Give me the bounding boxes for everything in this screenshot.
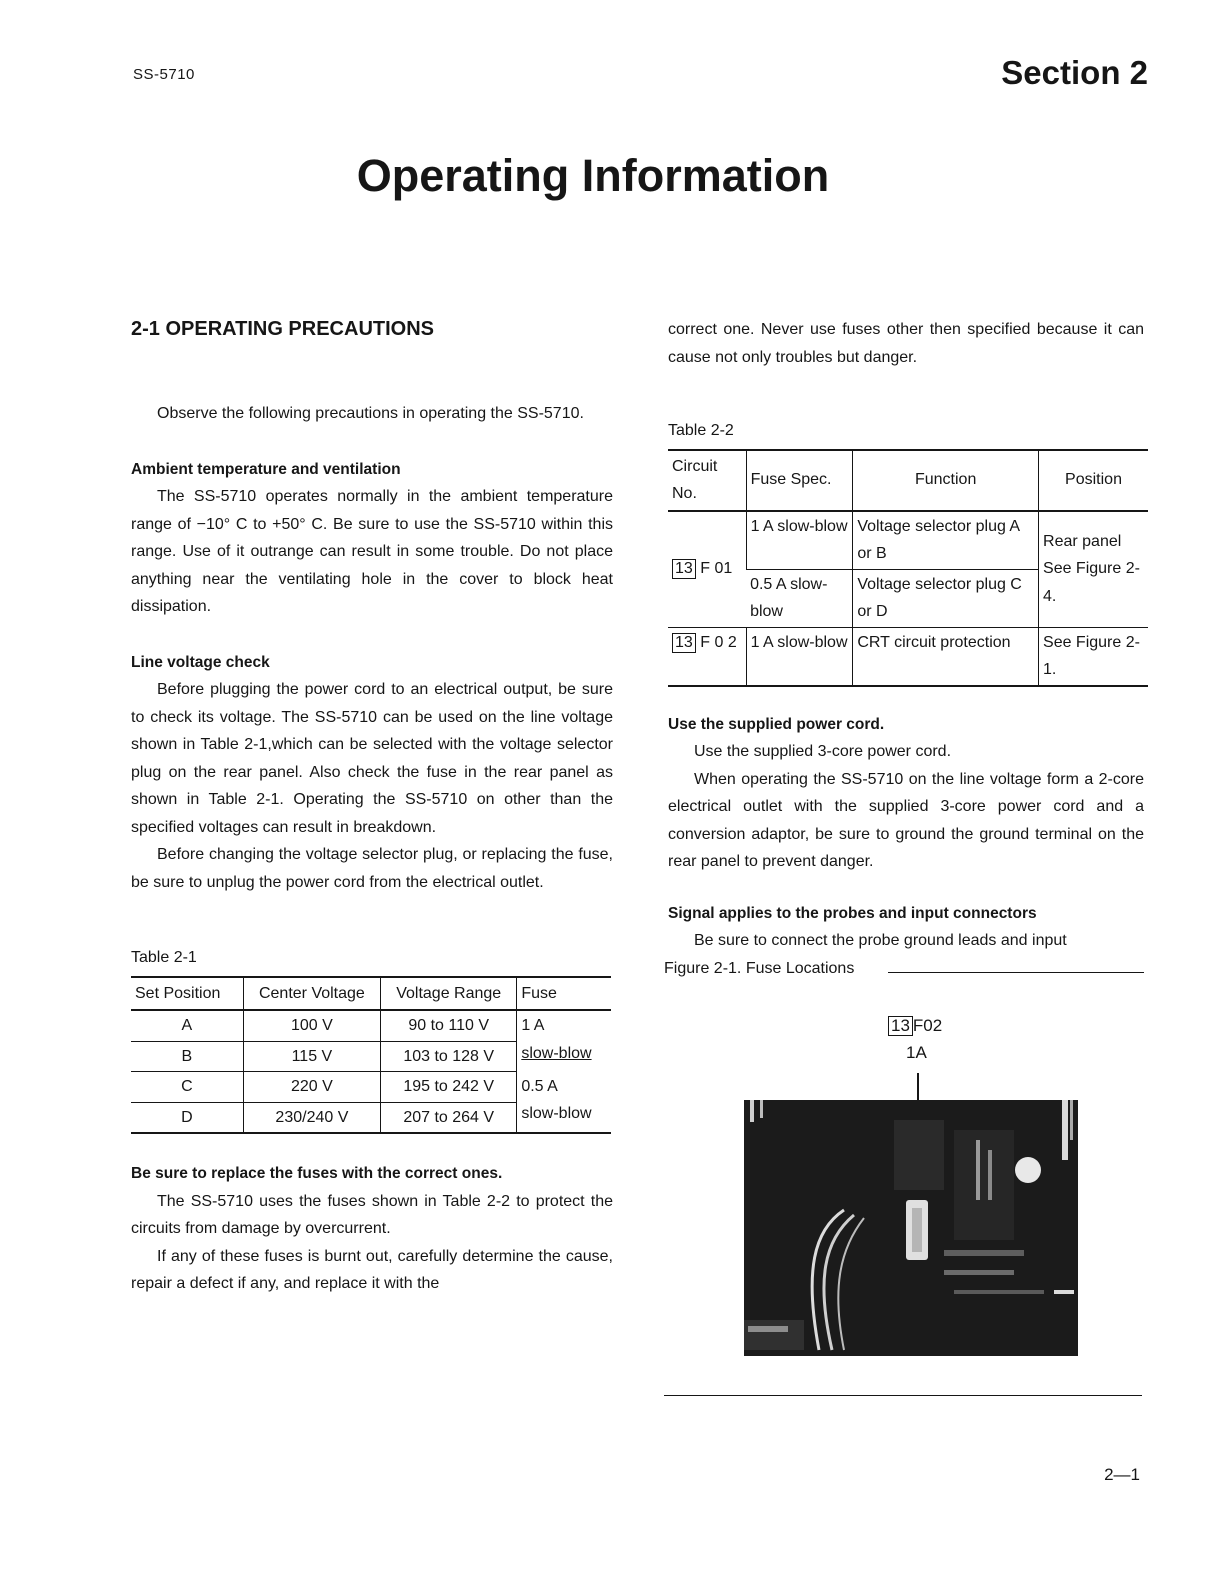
table-header: Fuse [517,977,611,1011]
position-cell [1039,511,1148,628]
table-row [131,1072,611,1103]
intro-paragraph: Observe the following precautions in operating the SS-5710. [157,405,584,422]
table-cell: Voltage selector plug C or D [853,569,1039,627]
table-header: Voltage Range [381,977,517,1011]
table-row [131,1010,611,1041]
table-cell: 115 V [243,1041,380,1072]
table-cell: D [131,1102,243,1133]
circuit-box: 13 [672,559,696,579]
figure-caption: Figure 2-1. Fuse Locations [664,960,855,977]
replace-paragraph: The SS-5710 uses the fuses shown in Table 2-2 to protect the circuits from damage by overcurrent. [131,1192,613,1237]
signal-heading: Signal applies to the probes and input connectors [668,904,1037,922]
line-voltage-paragraph: Before plugging the power cord to an electrical output, be sure to check its voltage. The SS-5710 can be used on the line voltage shown in Table 2-1,which can be selected with the voltage selector plug on the rear panel. Also check the fuse in the rear panel as shown in Table 2-1. Operating the SS-5710 on other than the specified voltages can result in breakdown. [131,681,613,836]
fuse-cell [517,1010,611,1072]
line-voltage-heading: Line voltage check [131,653,270,671]
circuit-number: F 01 [700,560,733,578]
fuse-value: 1 A [521,1017,545,1034]
table1-caption: Table 2-1 [131,949,197,966]
table-cell: 0.5 A slow-blow [746,569,853,627]
left-column [131,400,613,1298]
circuit-cell [668,627,746,686]
burnt-fuse-paragraph: If any of these fuses is burnt out, carefully determine the cause, repair a defect if any, and replace it with the [131,1247,613,1292]
circuit-number: F 0 2 [700,633,737,651]
fuse-type: slow-blow [521,1044,592,1062]
figure-fuse-label [888,1016,942,1036]
table-header: Position [1039,450,1148,511]
table-cell: 103 to 128 V [381,1041,517,1072]
table-header: Set Position [131,977,243,1011]
unplug-paragraph: Before changing the voltage selector plug, or replacing the fuse, be sure to unplug the power cord from the electrical outlet. [131,846,613,891]
right-column [668,316,1144,955]
table-header: Function [853,450,1039,511]
ambient-paragraph: The SS-5710 operates normally in the ambient temperature range of −10° C to +50° C. Be sure to use the SS-5710 within this range. Use of it outrange can result in some trouble. Do not place anything near the ventilating hole in the cover to block heat dissipation. [131,488,613,615]
table-row [668,511,1148,570]
table-cell: 100 V [243,1010,380,1041]
page-title: Operating Information [356,150,830,201]
fuse-label-text: F02 [912,1016,943,1035]
replace-heading: Be sure to replace the fuses with the correct ones. [131,1165,503,1182]
table-cell: 1 A slow-blow [746,511,853,570]
table-cell: C [131,1072,243,1103]
page-number: 2—1 [1104,1465,1140,1484]
section-title: Section 2 [1001,54,1148,91]
circuit-board-photo [744,1100,1078,1356]
table-cell: 207 to 264 V [381,1102,517,1133]
table-header: Center Voltage [243,977,380,1011]
power-cord-paragraph: Use the supplied 3-core power cord. [694,743,952,760]
ambient-heading: Ambient temperature and ventilation [131,460,401,478]
table-header: Circuit No. [668,450,746,511]
table-cell: B [131,1041,243,1072]
figure-bottom-rule [664,1395,1142,1396]
table-cell: 90 to 110 V [381,1010,517,1041]
fuse-location-photo [744,1100,1078,1356]
table-cell: 1 A slow-blow [746,627,853,686]
section-heading: 2-1 OPERATING PRECAUTIONS [131,318,434,340]
table2-caption: Table 2-2 [668,422,734,439]
table-cell: Voltage selector plug A or B [853,511,1039,570]
signal-paragraph: Be sure to connect the probe ground leads and input [694,932,1067,949]
model-number: SS-5710 [133,66,195,83]
position-text: Rear panel [1043,532,1122,550]
caption-rule [888,972,1144,973]
table-cell: CRT circuit protection [853,627,1039,686]
fuse-value: 0.5 A [521,1077,558,1095]
voltage-table [131,976,611,1135]
table-cell: 195 to 242 V [381,1072,517,1103]
position-ref: See Figure 2-4. [1043,560,1140,605]
ground-paragraph: When operating the SS-5710 on the line voltage form a 2-core electrical outlet with the supplied 3-core power cord and a conversion adaptor, be sure to ground the ground terminal on the rear panel to prevent danger. [668,770,1144,870]
figure-fuse-rating: 1A [906,1043,927,1062]
table-cell: 220 V [243,1072,380,1103]
power-cord-heading: Use the supplied power cord. [668,715,885,733]
circuit-cell [668,511,746,628]
fuse-type: slow-blow [521,1105,592,1122]
fuse-label-box: 13 [888,1016,913,1036]
fuse-cell [517,1072,611,1134]
fuse-table [668,449,1148,687]
table-cell: 230/240 V [243,1102,380,1133]
table-row [668,627,1148,686]
table-cell: A [131,1010,243,1041]
table-header: Fuse Spec. [746,450,853,511]
circuit-box: 13 [672,633,696,653]
table-cell: See Figure 2-1. [1039,627,1148,686]
continued-paragraph: correct one. Never use fuses other then specified because it can cause not only troubles but danger. [668,321,1144,366]
